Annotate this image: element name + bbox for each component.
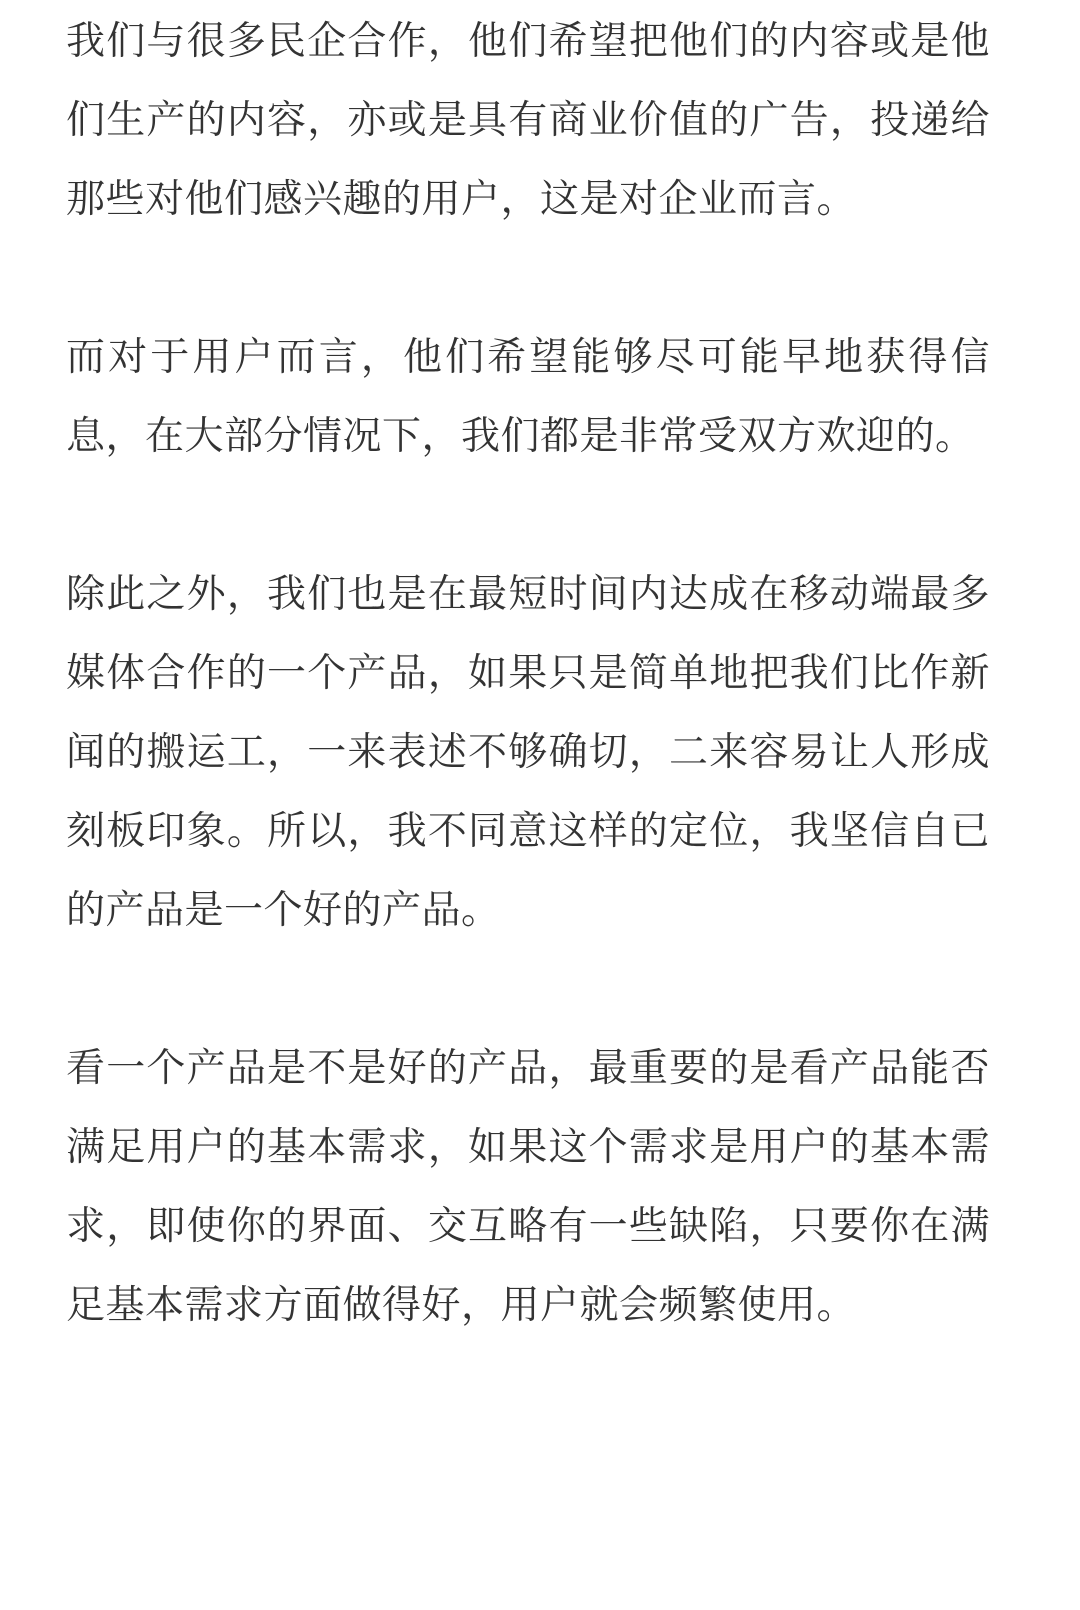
paragraph-2: 而对于用户而言，他们希望能够尽可能早地获得信息，在大部分情况下，我们都是非常受双方欢迎的。	[66, 335, 990, 459]
article-body	[66, 0, 990, 1345]
paragraph-1: 我们与很多民企合作，他们希望把他们的内容或是他们生产的内容，亦或是具有商业价值的广告，投递给那些对他们感兴趣的用户，这是对企业而言。	[66, 19, 990, 222]
paragraph-3: 除此之外，我们也是在最短时间内达成在移动端最多媒体合作的一个产品，如果只是简单地把我们比作新闻的搬运工，一来表述不够确切，二来容易让人形成刻板印象。所以，我不同意这样的定位，我坚信自已的产品是一个好的产品。	[66, 572, 990, 933]
paragraph-4: 看一个产品是不是好的产品，最重要的是看产品能否满足用户的基本需求，如果这个需求是用户的基本需求，即使你的界面、交互略有一些缺陷，只要你在满足基本需求方面做得好，用户就会频繁使用。	[66, 1046, 990, 1328]
